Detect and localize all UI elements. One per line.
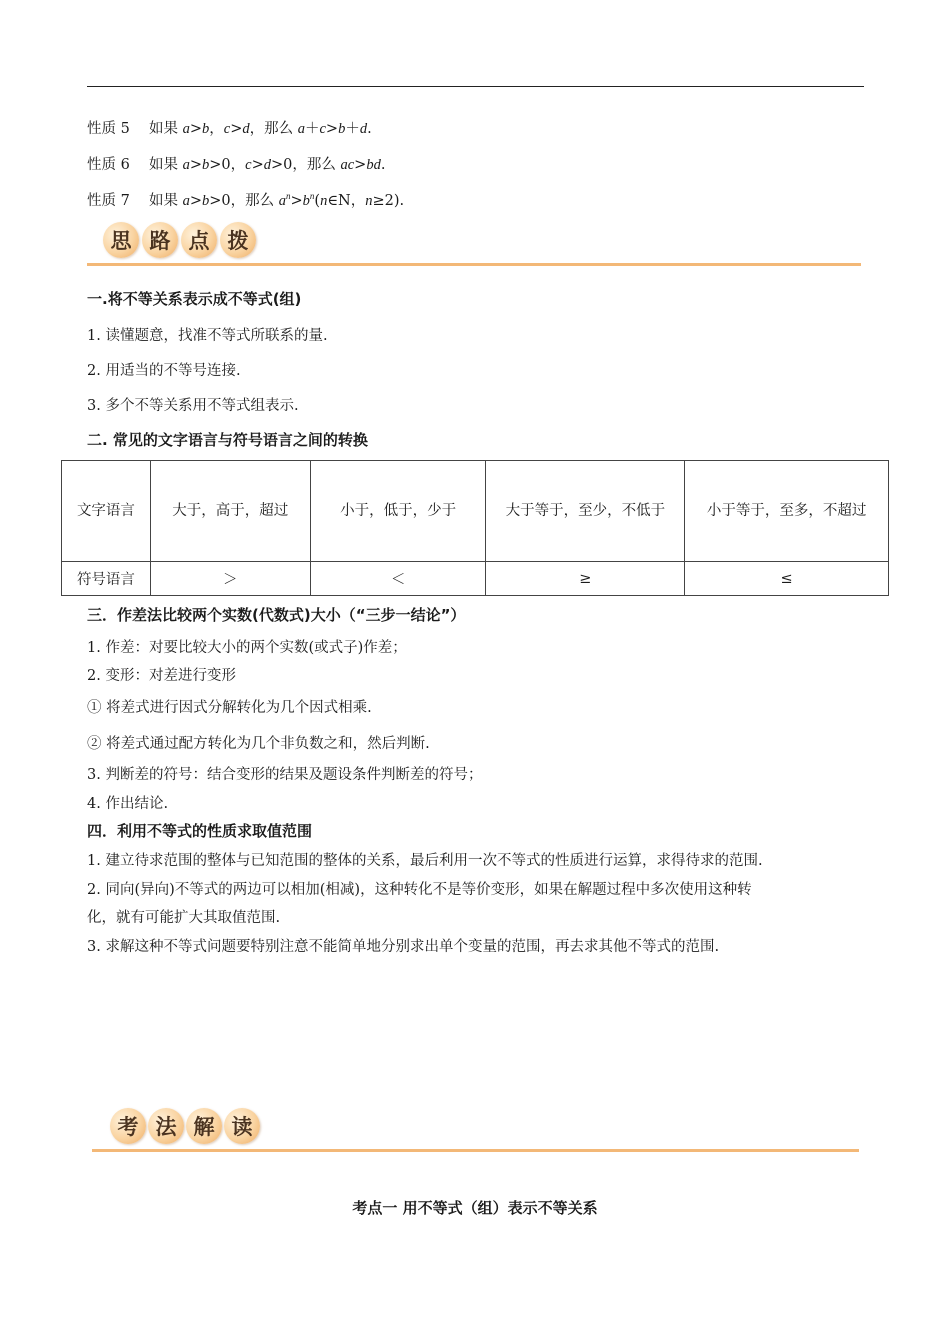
property-5: 性质 5 如果 a>b，c>d，那么 a＋c>b＋d. [87, 121, 372, 137]
property-7: 性质 7 如果 a>b>0，那么 $a^n>b^n(n\in N$，n≥2). [87, 191, 405, 209]
table-cell: 符号语言 [62, 562, 151, 596]
banner-char: 法 [148, 1108, 184, 1144]
table-cell: 大于，高于，超过 [150, 461, 310, 562]
table-cell: ＜ [310, 562, 486, 596]
table-row [62, 461, 889, 562]
table-row [62, 562, 889, 596]
list-item: 2. 用适当的不等号连接. [87, 363, 241, 379]
list-item: 化，就有可能扩大其取值范围. [87, 910, 281, 926]
list-item: 3. 多个不等关系用不等式组表示. [87, 398, 299, 414]
list-item: 2. 同向(异向)不等式的两边可以相加(相减)，这种转化不是等价变形，如果在解题过程中多次使用这种转 [87, 882, 752, 898]
list-item: ② 将差式通过配方转化为几个非负数之和，然后判断. [87, 736, 430, 752]
section-heading: 一.将不等关系表示成不等式(组) [87, 290, 302, 308]
table-cell: 小于等于，至多，不超过 [685, 461, 889, 562]
list-item: 1. 读懂题意，找准不等式所联系的量. [87, 328, 328, 344]
list-item: 2. 变形：对差进行变形 [87, 668, 236, 684]
header-rule [87, 86, 864, 87]
banner-char: 解 [186, 1108, 222, 1144]
list-item: ① 将差式进行因式分解转化为几个因式相乘. [87, 700, 372, 716]
section-heading: 三．作差法比较两个实数(代数式)大小（“三步一结论”） [87, 606, 466, 624]
kaodian-title: 考点一 用不等式（组）表示不等关系 [352, 1199, 598, 1217]
conversion-table [61, 460, 889, 596]
list-item: 1. 作差：对要比较大小的两个实数(或式子)作差； [87, 640, 407, 656]
banner-rule [92, 1149, 859, 1152]
banner-char: 读 [224, 1108, 260, 1144]
section-heading: 二. 常见的文字语言与符号语言之间的转换 [87, 431, 368, 449]
banner-char: 思 [103, 222, 139, 258]
list-item: 3. 判断差的符号：结合变形的结果及题设条件判断差的符号； [87, 767, 483, 783]
banner-char: 考 [110, 1108, 146, 1144]
list-item: 1. 建立待求范围的整体与已知范围的整体的关系，最后利用一次不等式的性质进行运算，求得待求的范围. [87, 853, 763, 869]
table-cell: 文字语言 [62, 461, 151, 562]
table-cell: 大于等于，至少，不低于 [486, 461, 685, 562]
list-item: 3. 求解这种不等式问题要特别注意不能简单地分别求出单个变量的范围，再去求其他不等式的范围. [87, 939, 720, 955]
table-cell: ＞ [150, 562, 310, 596]
table-cell: 小于，低于，少于 [310, 461, 486, 562]
section-heading: 四．利用不等式的性质求取值范围 [87, 822, 313, 840]
table-cell: ≥ [486, 562, 685, 596]
banner-rule [87, 263, 861, 266]
section-banner-kaofa [92, 1104, 859, 1152]
banner-char: 路 [142, 222, 178, 258]
property-6: 性质 6 如果 a>b>0，c>d>0，那么 ac>bd. [87, 157, 386, 173]
banner-char: 拨 [220, 222, 256, 258]
table-cell: ≤ [685, 562, 889, 596]
banner-char: 点 [181, 222, 217, 258]
section-banner-silu [87, 218, 861, 266]
list-item: 4. 作出结论. [87, 796, 169, 812]
